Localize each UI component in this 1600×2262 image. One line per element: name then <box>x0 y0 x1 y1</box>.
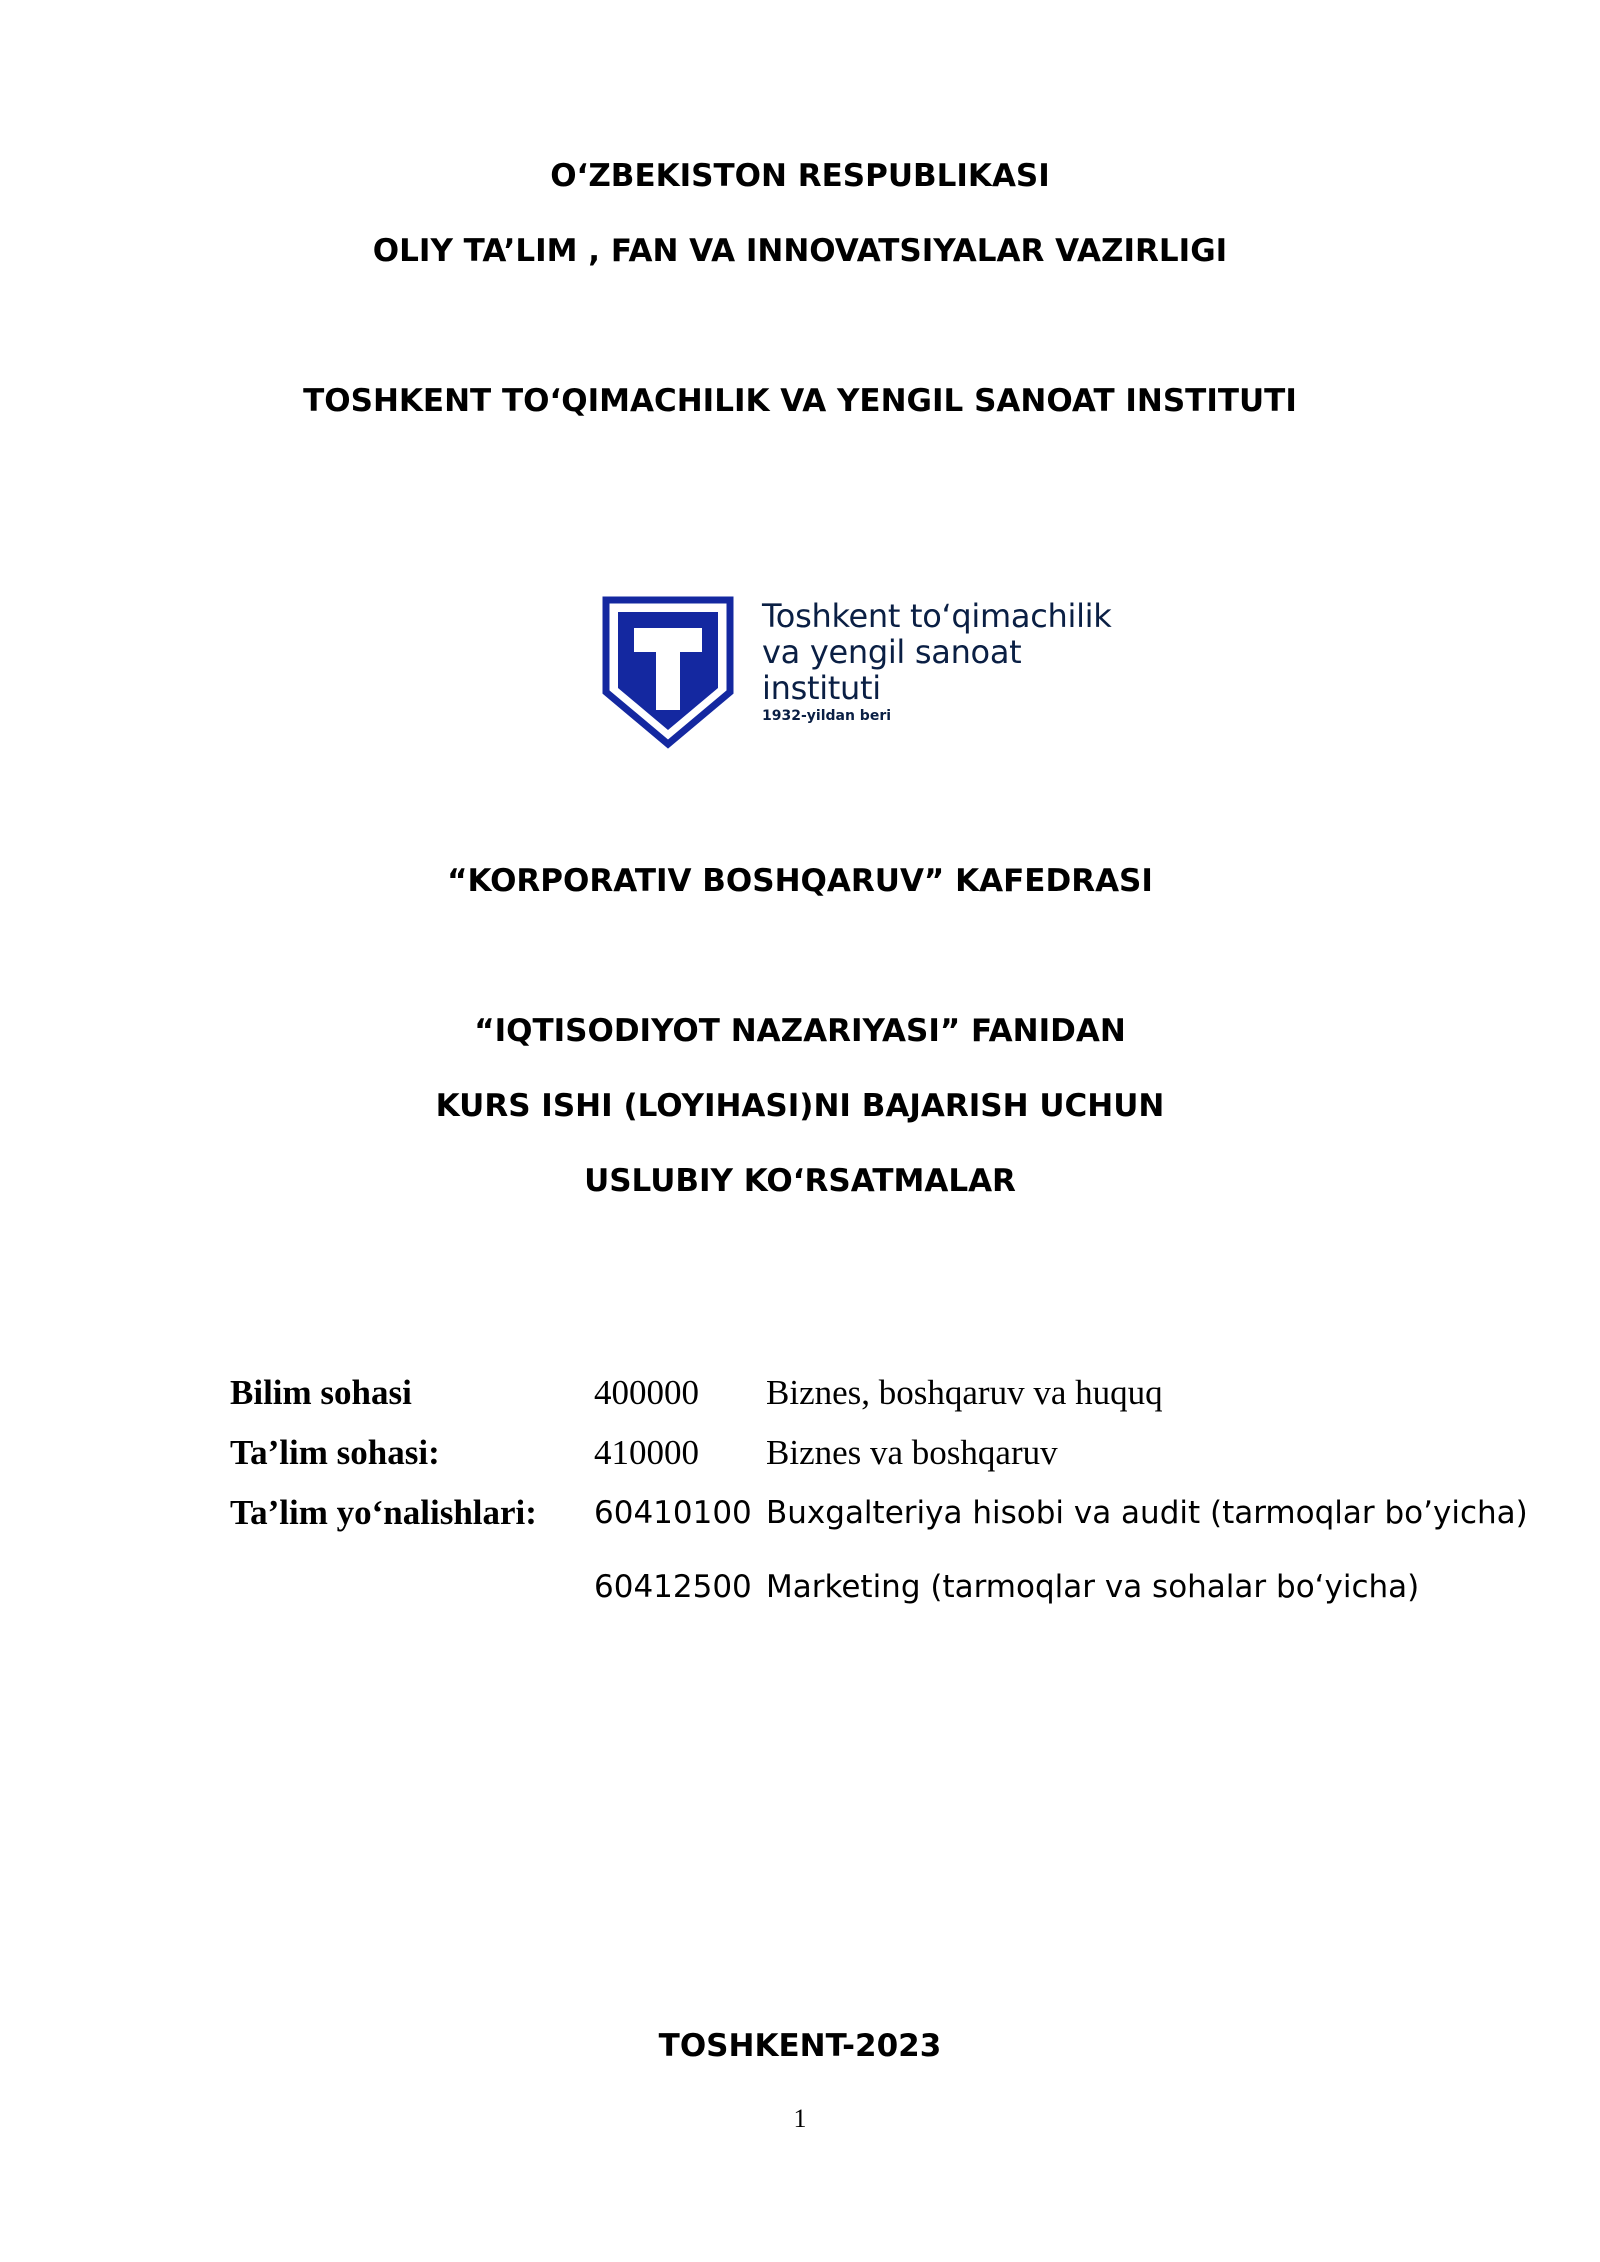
department-heading: “KORPORATIV BOSHQARUV” KAFEDRASI <box>447 863 1153 899</box>
info-value: Buxgalteriya hisobi va audit (tarmoqlar bo’yicha) <box>766 1495 1528 1531</box>
course-title-line3: USLUBIY KO‘RSATMALAR <box>584 1163 1016 1199</box>
info-value: Biznes, boshqaruv va huquq <box>766 1373 1163 1412</box>
logo-wordmark <box>762 598 1111 706</box>
logo-text-line3: instituti <box>762 669 881 707</box>
city-year: TOSHKENT-2023 <box>658 2028 942 2064</box>
info-value: Biznes va boshqaruv <box>766 1433 1058 1472</box>
info-label: Ta’lim yo‘nalishlari: <box>230 1493 537 1532</box>
info-code: 410000 <box>594 1433 699 1472</box>
info-label: Bilim sohasi <box>230 1373 412 1412</box>
logo-since: 1932-yildan beri <box>762 708 892 724</box>
info-label: Ta’lim sohasi: <box>230 1433 440 1472</box>
ministry-heading: OLIY TA’LIM , FAN VA INNOVATSIYALAR VAZIRLIGI <box>372 233 1228 269</box>
page-number: 1 <box>793 2104 807 2133</box>
info-value: Marketing (tarmoqlar va sohalar bo‘yicha) <box>766 1569 1420 1605</box>
institute-logo <box>598 592 1158 762</box>
institute-heading: TOSHKENT TO‘QIMACHILIK VA YENGIL SANOAT INSTITUTI <box>303 383 1297 419</box>
shield-icon <box>598 592 738 752</box>
course-title-line2: KURS ISHI (LOYIHASI)NI BAJARISH UCHUN <box>435 1088 1165 1124</box>
info-code: 60410100 <box>594 1495 752 1531</box>
course-title-line1: “IQTISODIYOT NAZARIYASI” FANIDAN <box>474 1013 1126 1049</box>
info-code: 60412500 <box>594 1569 752 1605</box>
logo-text-line2: va yengil sanoat <box>762 633 1022 671</box>
info-code: 400000 <box>594 1373 699 1412</box>
logo-text-line1: Toshkent to‘qimachilik <box>762 597 1112 635</box>
country-heading: O‘ZBEKISTON RESPUBLIKASI <box>550 158 1050 194</box>
